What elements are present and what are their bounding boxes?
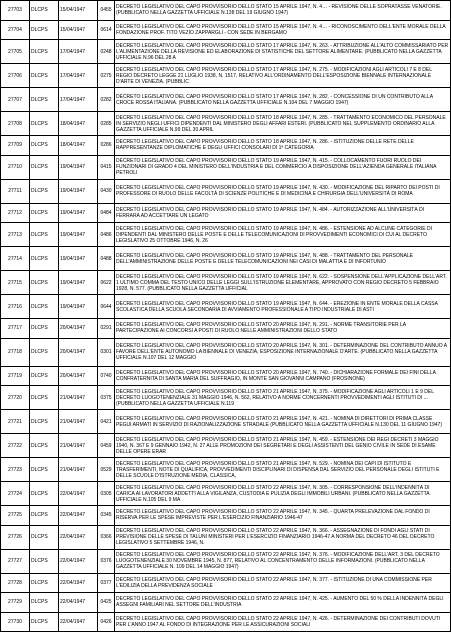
record-number: 27713 — [1, 223, 30, 247]
act-type: DLCPS — [30, 20, 59, 40]
act-type: DLCPS — [30, 386, 59, 410]
act-type: DLCPS — [30, 573, 59, 593]
table-body — [1, 1, 451, 632]
act-description — [115, 458, 451, 482]
record-number: 27719 — [1, 366, 30, 386]
table-row — [1, 203, 451, 223]
act-date: 22/04/1947 — [59, 573, 98, 593]
record-number: 27729 — [1, 593, 30, 613]
act-number: 0345 — [98, 506, 115, 526]
act-date: 21/04/1947 — [59, 410, 98, 434]
table-row — [1, 64, 451, 88]
act-number: 0484 — [98, 203, 115, 223]
act-description — [115, 136, 451, 156]
act-description-text: DECRETO LEGISLATIVO DEL CAPO PROVVISORIO DELLO STATO 19 APRILE 1947, N. 430. - MODIFICAZIONE DEL RIPARTO DEI POSTI DI PROFESSORE DI RUOLO DELLE FACOLTÀ DI SCIENZE POLITICHE E DI MEDICINA E CHIRURGIA DELL'UNIVERSITÀ DI ROMA — [116, 185, 440, 197]
act-type: DLCPS — [30, 506, 59, 526]
table-row — [1, 136, 451, 156]
act-date: 19/04/1947 — [59, 203, 98, 223]
act-type: DLCPS — [30, 1, 59, 21]
act-number: 0366 — [98, 525, 115, 549]
act-number: 0282 — [98, 88, 115, 112]
act-type: DLCPS — [30, 271, 59, 295]
table-row — [1, 506, 451, 526]
act-description — [115, 112, 451, 136]
act-description-text: DECRETO LEGISLATIVO DEL CAPO PROVVISORIO DELLO STATO 22 APRILE 1947, N. 377. - ISTITUZIONE DI UNA COMMISSIONE PER L'EDILIZIA DELLA PREVIDENZA SOCIALE — [116, 576, 432, 589]
act-type: DLCPS — [30, 319, 59, 339]
act-description-text: DECRETO LEGISLATIVO DEL CAPO PROVVISORIO DELLO STATO 19 APRILE 1947, N. 622. - SOSPENSIONE DELL'APPLICAZIONE DELL'ART. 1 ULTIMO COMMA DEL TESTO UNICO DELLE LEGGI SULL'ISTRUZIONE ELEMENTARE, APPROVATO CON REGIO DECRETO 5 FEBBRAIO 1928, N. 577. (PUBBLICATO NELLA GAZZETTA UFFICIAL — [116, 273, 447, 292]
act-number: 0305 — [98, 482, 115, 506]
act-type: DLCPS — [30, 40, 59, 64]
table-row — [1, 386, 451, 410]
table-row — [1, 525, 451, 549]
act-date: 17/04/1947 — [59, 64, 98, 88]
act-description — [115, 434, 451, 458]
act-number: 0488 — [98, 247, 115, 271]
act-description — [115, 247, 451, 271]
act-type: DLCPS — [30, 136, 59, 156]
act-description-text: DECRETO LEGISLATIVO DEL CAPO PROVVISORIO DELLO STATO 22 APRILE 1947, N. 376. - MODIFICAZIONE DELL'ART. 3 DEL DECRETO LUOGOTENENZIALE 30 NOVEMBRE 1945, N. 877, RELATIVO AL CONCENTRAMENTO DELLE INFORMAZIONI. (PUBBLICATO NELLA GAZZETTA UFFICIALE N. 109 DEL 14 MAGGIO 1947) — [116, 552, 440, 570]
act-description — [115, 223, 451, 247]
act-description-text: DECRETO LEGISLATIVO DEL CAPO PROVVISORIO DELLO STATO 17 APRILE 1947, N. 263. - ATTRIBUZIONE ALL'ALTO COMMISSARIATO PER L'ALIMENTAZIONE DELLA REVISIONE ED ELABORAZIONE DI STATISTICHE DEL SETTORE ALIMENTARE. (PUBBLICATO NELLA GAZZETTA UFFICIALE N.96 DEL 28 A — [116, 42, 449, 61]
table-row — [1, 271, 451, 295]
act-description — [115, 482, 451, 506]
record-number: 27724 — [1, 482, 30, 506]
act-number: 0740 — [98, 366, 115, 386]
record-number: 27711 — [1, 179, 30, 203]
act-number: 0377 — [98, 573, 115, 593]
act-description — [115, 155, 451, 179]
act-date: 21/04/1947 — [59, 458, 98, 482]
act-type: DLCPS — [30, 295, 59, 319]
act-date: 19/04/1947 — [59, 295, 98, 319]
act-description-text: DECRETO LEGISLATIVO DEL CAPO PROVVISORIO DELLO STATO 21 APRILE 1947, N. 529. - NOMINA DEI CAPI DI ISTITUTO E TRASFERIMENTI, NOTE DI QUALIFICA, PROVVEDIMENTI DISCIPLINARI DI DISPENSA DAL SERVIZIO DEL PERSONALE DEGLI ISTITUTI E DELLE SCUOLE D'ISTRUZIONE MEDIA, CLASSICA, — [116, 460, 440, 479]
act-date: 22/04/1947 — [59, 612, 98, 632]
act-description — [115, 410, 451, 434]
act-type: DLCPS — [30, 112, 59, 136]
table-row — [1, 88, 451, 112]
act-date: 22/04/1947 — [59, 593, 98, 613]
table-row — [1, 549, 451, 573]
act-description-text: DECRETO LEGISLATIVO DEL CAPO PROVVISORIO DELLO STATO 19 APRILE 1947, N. 644. - EREZIONE IN ENTE MORALE DELLA CASSA SCOLASTICA DELLA SCUOLA SECONDARIA DI AVVIAMENTO PROFESSIONALE A TIPO INDUSTRIALE DI ASTI — [116, 300, 438, 313]
act-number: 0529 — [98, 458, 115, 482]
act-number: 0644 — [98, 295, 115, 319]
act-type: DLCPS — [30, 593, 59, 613]
table-row — [1, 223, 451, 247]
act-description-text: DECRETO LEGISLATIVO DEL CAPO PROVVISORIO DELLO STATO 18 APRILE 1947, N. 286. - ISTITUZIONE DELLE RETE DELLE RAPPRESENTANZE DIPLOMATICHE E DEGLI UFFICI CONSOLARI DI 1ª CATEGORIA — [116, 139, 414, 152]
act-description — [115, 40, 451, 64]
table-row — [1, 20, 451, 40]
act-type: DLCPS — [30, 482, 59, 506]
act-type: DLCPS — [30, 612, 59, 632]
act-date: 22/04/1947 — [59, 549, 98, 573]
act-number: 0415 — [98, 155, 115, 179]
record-number: 27725 — [1, 506, 30, 526]
act-number: 0426 — [98, 612, 115, 632]
record-number: 27728 — [1, 573, 30, 593]
table-row — [1, 612, 451, 632]
act-description — [115, 338, 451, 366]
table-row — [1, 482, 451, 506]
act-type: DLCPS — [30, 410, 59, 434]
act-number: 0275 — [98, 64, 115, 88]
act-number: 0291 — [98, 319, 115, 339]
act-date: 15/04/1947 — [59, 1, 98, 21]
record-number: 27706 — [1, 64, 30, 88]
act-description-text: DECRETO LEGISLATIVO DEL CAPO PROVVISORIO DELLO STATO 17 APRILE 1947, N. 275. - MODIFICAZIONI AGLI ARTICOLI 7 E 8 DEL REGIO DECRETO LEGGE 21 LUGLIO 1938, N. 1517, RELATIVO ALL'ORDINAMENTO DELL'ESPOSIZIONE BIENNALE INTERNAZIONALE D'ARTE DI VENEZIA. (PUBBLIC — [116, 66, 432, 85]
act-description — [115, 1, 451, 21]
record-number: 27727 — [1, 549, 30, 573]
act-number: 0455 — [98, 1, 115, 21]
act-date: 21/04/1947 — [59, 434, 98, 458]
act-description-text: DECRETO LEGISLATIVO DEL CAPO PROVVISORIO DELLO STATO 20 APRILE 1947, N. 291. - NORME TRANSITORIE PER LA PARTECIPAZIONE AI CONCORSI A POSTI DI RUOLO NELLE AMMINISTRAZIONI DELLO STATO — [116, 322, 406, 335]
act-description-text: DECRETO LEGISLATIVO DEL CAPO PROVVISORIO DELLO STATO 18 APRILE 1947, N. 285. - TRATTAMENTO ECONOMICO DEL PERSONALE IN SERVIZIO NEGLI UFFICI DIPENDENTI DAL MINISTERO DEGLI AFFARI ESTERI. (PUBBLICATO NEL SUPPLEMENTO ORDINARIO ALLA GAZZETTA UFFICIALE N.99 DEL 30 APRIL — [116, 114, 446, 133]
act-description-text: DECRETO LEGISLATIVO DEL CAPO PROVVISORIO DELLO STATO 20 APRILE 1947, N. 740. - DICHIARAZIONE FORMALE DEI FINI DELLA CONFRATERNITA DI SANTA MARIA DEL SUFFRAGIO, IN MONTE SAN GIOVANNI CAMPANO (FROSINONE) — [116, 369, 436, 382]
record-number: 27708 — [1, 112, 30, 136]
act-description-text: DECRETO LEGISLATIVO DEL CAPO PROVVISORIO DELLO STATO 22 APRILE 1947, N. 345. - QUARTA PRELEVAZIONE DAL FONDO DI RISERVA PER LE SPESE IMPREVISTE PER L'ESERCIZIO FINANZIARIO 1946-47 — [116, 509, 430, 522]
act-date: 19/04/1947 — [59, 155, 98, 179]
act-description-text: DECRETO LEGISLATIVO DEL CAPO PROVVISORIO DELLO STATO 22 APRILE 1947, N. 366. - ASSEGNAZIONE DI FONDI AGLI STATI DI PREVISIONE DELLE SPESE DI TALUNI MINISTERI PER L'ESERCIZIO FINANZIARIO 1946-47 A NORMA DEL DECRETO 46 DEL DECRETO LEGISLATIVO 5 SETTEMBRE 1946, N. — [116, 528, 435, 546]
act-date: 22/04/1947 — [59, 525, 98, 549]
record-number: 27715 — [1, 271, 30, 295]
act-description-text: DECRETO LEGISLATIVO DEL CAPO PROVVISORIO DELLO STATO 22 APRILE 1947, N. 425. - AUMENTO DEL 50 % DELLA INDENNITÀ DEGLI ASSEGNI FAMILIARI NEL SETTORE DELL'INDUSTRIA — [116, 596, 444, 609]
act-date: 20/04/1947 — [59, 319, 98, 339]
table-row — [1, 179, 451, 203]
table-row — [1, 366, 451, 386]
record-number: 27730 — [1, 612, 30, 632]
act-description — [115, 20, 451, 40]
act-number: 0421 — [98, 410, 115, 434]
record-number: 27710 — [1, 155, 30, 179]
table-row — [1, 593, 451, 613]
act-description-text: DECRETO LEGISLATIVO DEL CAPO PROVVISORIO DELLO STATO 15 APRILE 1947, N. 4… - REVISIONE DELLE SOPRATASSE VENATORIE. (PUBBLICATO NELLA GAZZETTA UFFICIALE N.138 DEL 19 GIUGNO 1947) — [116, 4, 442, 17]
act-type: DLCPS — [30, 179, 59, 203]
record-number: 27718 — [1, 338, 30, 366]
act-date: 19/04/1947 — [59, 247, 98, 271]
act-date: 15/04/1947 — [59, 20, 98, 40]
act-description-text: DECRETO LEGISLATIVO DEL CAPO PROVVISORIO DELLO STATO 21 APRILE 1947, N. 375. - MODIFICAZIONE AGLI ARTICOLI 1 E 9 DEL DECRETO LUOGOTENENZIALE 31 MAGGIO 1946, N. 562, RELATIVO A NORME CONCERNENTI PROVVEDIMENTI AGLI ISTITUTI DI ... (PUBBLICATO NELLA GAZZETTA UFFICIALE N.119 — [116, 388, 434, 407]
act-number: 0622 — [98, 271, 115, 295]
act-description — [115, 88, 451, 112]
act-number: 0301 — [98, 338, 115, 366]
table-row — [1, 338, 451, 366]
act-type: DLCPS — [30, 88, 59, 112]
act-date: 20/04/1947 — [59, 366, 98, 386]
table-row — [1, 40, 451, 64]
act-description-text: DECRETO LEGISLATIVO DEL CAPO PROVVISORIO DELLO STATO 21 APRILE 1947, N. 421. - NOMINA DI DIRETTORI DI PRIMA CLASSE PEGUI ARMATI IN SERVIZIO DI RAZIONALIZZAZIONE STRADALE (PUBBLICATO NELLA GAZZETTA UFFICIALE N.130 DEL 11 GIUGNO 1947) — [116, 415, 443, 428]
act-description-text: DECRETO LEGISLATIVO DEL CAPO PROVVISORIO DELLO STATO 19 APRILE 1947, N. 484. - AUTORIZZAZIONE ALL'UNIVERSITÀ DI FERRARA AD ACCETTARE UN LEGATO — [116, 206, 425, 219]
record-number: 27720 — [1, 386, 30, 410]
record-number: 27705 — [1, 40, 30, 64]
table-row — [1, 458, 451, 482]
record-number: 27723 — [1, 458, 30, 482]
act-description-text: DECRETO LEGISLATIVO DEL CAPO PROVVISORIO DELLO STATO 22 APRILE 1947, N. 305. - CORRESPONSIONE DELL'INDENNITÀ DI CARICA AI LAVORATORI ADDETTI ALLA VIGILANZA, CUSTODIA E PULIZIA DEGLI IMMOBILI URBANI. (PUBBLICATO NELLA GAZZETTA UFFICIALE N.105 DEL 9 MA — [116, 484, 430, 503]
act-description — [115, 64, 451, 88]
record-number: 27712 — [1, 203, 30, 223]
act-number: 0376 — [98, 549, 115, 573]
act-type: DLCPS — [30, 64, 59, 88]
act-description-text: DECRETO LEGISLATIVO DEL CAPO PROVVISORIO DELLO STATO 20 APRILE 1947, N. 301. - DETERMINAZIONE DEL CONTRIBUTO ANNUO A FAVORE DELL'ENTE AUTONOMO LA BIENNALE DI VENEZIA, ESPOSIZIONE INTERNAZIONALE D'ARTE. (PUBBLICATO NELLA GAZZETTA UFFICIALE N.107 DEL 12 MAGGIO — [116, 343, 447, 361]
act-type: DLCPS — [30, 525, 59, 549]
act-description — [115, 366, 451, 386]
table-row — [1, 295, 451, 319]
act-description — [115, 593, 451, 613]
act-number: 0425 — [98, 593, 115, 613]
act-number: 0285 — [98, 112, 115, 136]
act-number: 0286 — [98, 136, 115, 156]
act-number: 0430 — [98, 179, 115, 203]
act-type: DLCPS — [30, 155, 59, 179]
act-description — [115, 506, 451, 526]
table-row — [1, 434, 451, 458]
act-description — [115, 319, 451, 339]
act-description-text: DECRETO LEGISLATIVO DEL CAPO PROVVISORIO DELLO STATO 19 APRILE 1947, N. 488. - TRATTAMENTO DEL PERSONALE DELL'AMMINISTRAZIONE DELLE POSTE E DELLE TELECOMUNICAZIONI NEI CASI DI MALATTIA E DI INFORTUNIO — [116, 252, 413, 265]
act-description-text: DECRETO LEGISLATIVO DEL CAPO PROVVISORIO DELLO STATO 17 APRILE 1947, N. 282. - CONCESSIONE DI UN CONTRIBUTO ALLA CROCE ROSSA ITALIANA. (PUBBLICATO NELLA GAZZETTA UFFICIALE N.104 DEL 7 MAGGIO 1947) — [116, 93, 433, 106]
act-description-text: DECRETO LEGISLATIVO DEL CAPO PROVVISORIO DELLO STATO 19 APRILE 1947, N. 486. - ESTENSIONE AD ALCUNE CATEGORIE DI DIPENDENTI DAL MINISTERO DELLE POSTE E DELLE TELECOMUNICAZIONI DI PROVVEDIMENTI ECONOMICI DI CUI AL DECRETO LEGISLATIVO 25 OTTOBRE 1946, N. 26 — [116, 225, 433, 244]
act-description — [115, 612, 451, 632]
act-date: 18/04/1947 — [59, 136, 98, 156]
act-description — [115, 271, 451, 295]
record-number: 27707 — [1, 88, 30, 112]
act-date: 19/04/1947 — [59, 223, 98, 247]
act-date: 19/04/1947 — [59, 271, 98, 295]
record-number: 27716 — [1, 295, 30, 319]
act-description — [115, 525, 451, 549]
act-number: 0486 — [98, 223, 115, 247]
act-description-text: DECRETO LEGISLATIVO DEL CAPO PROVVISORIO DELLO STATO 15 APRILE 1947, N. 4… - RICONOSCIMENTO DELL'ENTE MORALE DELLA FONDAZIONE PROF. TITO VEZIO ZAPPARGLI - CON SEDE IN BERGAMO — [116, 23, 446, 36]
act-date: 22/04/1947 — [59, 482, 98, 506]
act-type: DLCPS — [30, 247, 59, 271]
record-number: 27726 — [1, 525, 30, 549]
act-type: DLCPS — [30, 549, 59, 573]
table-row — [1, 1, 451, 21]
act-date: 20/04/1947 — [59, 338, 98, 366]
act-date: 18/04/1947 — [59, 112, 98, 136]
table-row — [1, 247, 451, 271]
act-number: 0459 — [98, 434, 115, 458]
record-number: 27703 — [1, 1, 30, 21]
act-description — [115, 203, 451, 223]
act-number: 0375 — [98, 386, 115, 410]
act-date: 17/04/1947 — [59, 88, 98, 112]
act-type: DLCPS — [30, 203, 59, 223]
act-type: DLCPS — [30, 458, 59, 482]
act-date: 17/04/1947 — [59, 40, 98, 64]
act-date: 19/04/1947 — [59, 179, 98, 203]
act-description — [115, 179, 451, 203]
record-number: 27704 — [1, 20, 30, 40]
act-description — [115, 386, 451, 410]
act-date: 21/04/1947 — [59, 386, 98, 410]
act-description-text: DECRETO LEGISLATIVO DEL CAPO PROVVISORIO DELLO STATO 21 APRILE 1947, N. 459. - ESTENSIONE DEI REGI DECRETI 3 MAGGIO 1940, N. 367 E 9 GENNAIO 1942, N. 27 ALLE PROMOZIONI DEI SEGRETARI E DEGLI ASSISTENTI DEL GENIO CIVILE IN SEDE DI ESAME DELLE OPERE ERAR — [116, 436, 439, 455]
act-description-text: DECRETO LEGISLATIVO DEL CAPO PROVVISORIO DELLO STATO 19 APRILE 1947, N. 415. - COLLOCAMENTO FUORI RUOLO DEI FUNZIONARI DI GRADO 4 DEL MINISTERO DELL'INDUSTRIA E DEL COMMERCIO A DISPOSIZIONE DELL'AZIENDA GENERALE ITALIANA PETROLI — [116, 158, 437, 176]
act-type: DLCPS — [30, 338, 59, 366]
act-number: 0248 — [98, 40, 115, 64]
act-description — [115, 573, 451, 593]
record-number: 27714 — [1, 247, 30, 271]
record-number: 27721 — [1, 410, 30, 434]
table-row — [1, 112, 451, 136]
act-type: DLCPS — [30, 366, 59, 386]
table-row — [1, 319, 451, 339]
record-number: 27717 — [1, 319, 30, 339]
act-description — [115, 295, 451, 319]
table-row — [1, 155, 451, 179]
act-type: DLCPS — [30, 434, 59, 458]
act-date: 22/04/1947 — [59, 506, 98, 526]
table-row — [1, 410, 451, 434]
act-description-text: DECRETO LEGISLATIVO DEL CAPO PROVVISORIO DELLO STATO 22 APRILE 1947, N. 426. - DETERMINAZIONE DEI CONTRIBUTI DOVUTI PER L'ANNO 1947 AL FONDO DI INTEGRAZIONE PER LE ASSICURAZIONI SOCIALI — [116, 615, 441, 628]
table-row — [1, 573, 451, 593]
record-number: 27722 — [1, 434, 30, 458]
act-number: 0614 — [98, 20, 115, 40]
act-description — [115, 549, 451, 573]
record-number: 27709 — [1, 136, 30, 156]
act-type: DLCPS — [30, 223, 59, 247]
